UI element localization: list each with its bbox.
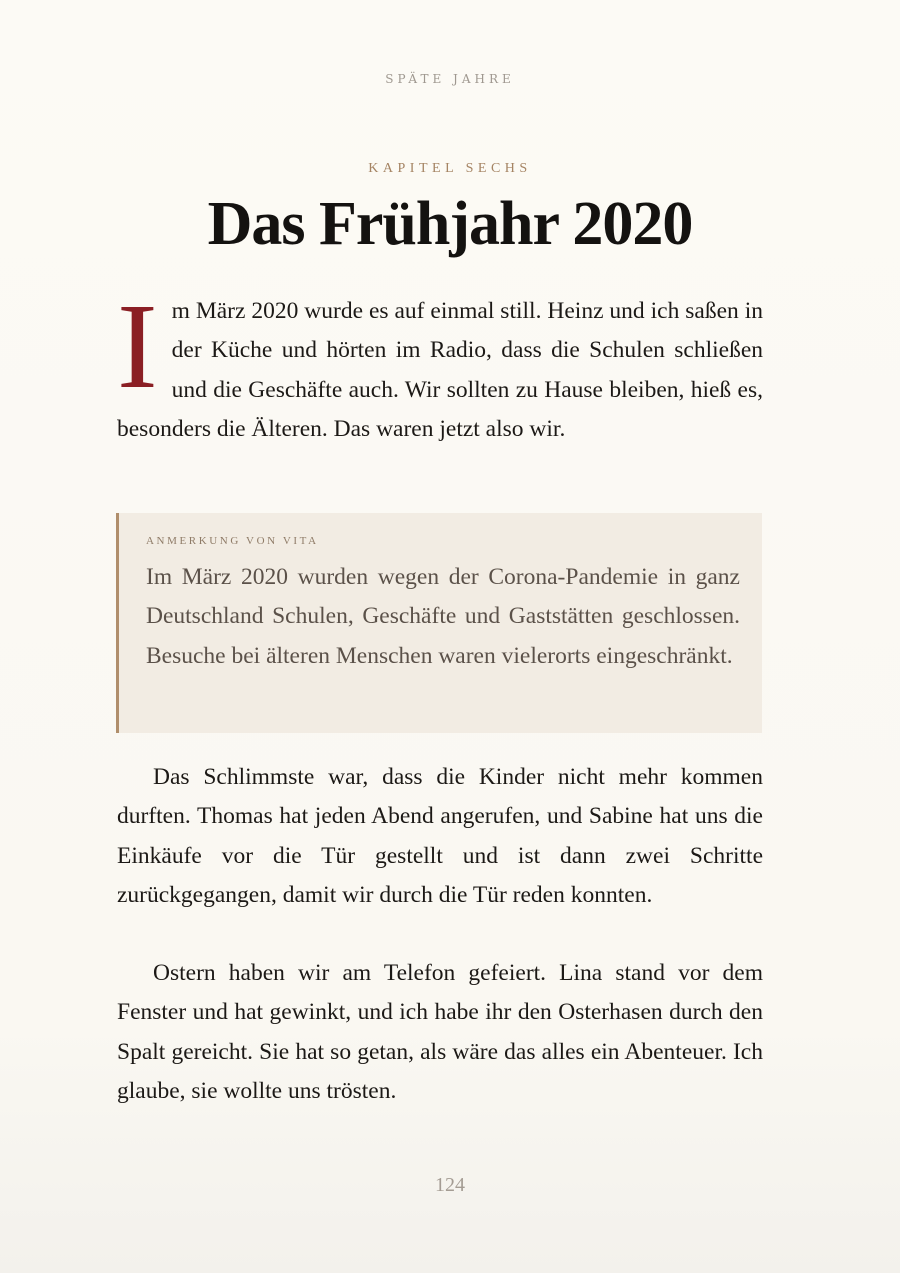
chapter-title: Das Frühjahr 2020 bbox=[207, 190, 693, 258]
note-text: Im März 2020 wurden wegen der Corona-Pandemie in ganz Deutschland Schulen, Geschäfte und Gaststätten geschlossen. Besuche bei älteren Menschen waren vielerorts eingeschränkt. bbox=[146, 564, 740, 669]
opening-paragraph bbox=[117, 279, 763, 449]
running-header: SPÄTE JAHRE bbox=[385, 72, 515, 86]
editor-note bbox=[116, 513, 762, 733]
note-label: ANMERKUNG VON VITA bbox=[146, 535, 319, 547]
page-number: 124 bbox=[435, 1174, 465, 1196]
body-paragraph: Das Schlimmste war, dass die Kinder nicht mehr kommen durften. Thomas hat jeden Abend angerufen, und Sabine hat uns die Einkäufe vor die Tür gestellt und ist dann zwei Schritte zurückgegangen, damit wir durch die Tür reden konnten. bbox=[117, 764, 763, 908]
body-paragraph: Ostern haben wir am Telefon gefeiert. Lina stand vor dem Fenster und hat gewinkt, und ich habe ihr den Osterhasen durch den Spalt gereicht. Sie hat so getan, als wäre das alles ein Abenteuer. Ich glaube, sie wollte uns trösten. bbox=[117, 960, 763, 1104]
drop-cap: I bbox=[117, 279, 158, 414]
opening-paragraph-text: m März 2020 wurde es auf einmal still. Heinz und ich saßen in der Küche und hörten im Radio, dass die Schulen schließen und die Geschäfte auch. Wir sollten zu Hause bleiben, hieß es, besonders die Älteren. Das waren jetzt also wir. bbox=[117, 298, 763, 442]
chapter-label: KAPITEL SECHS bbox=[368, 161, 532, 176]
